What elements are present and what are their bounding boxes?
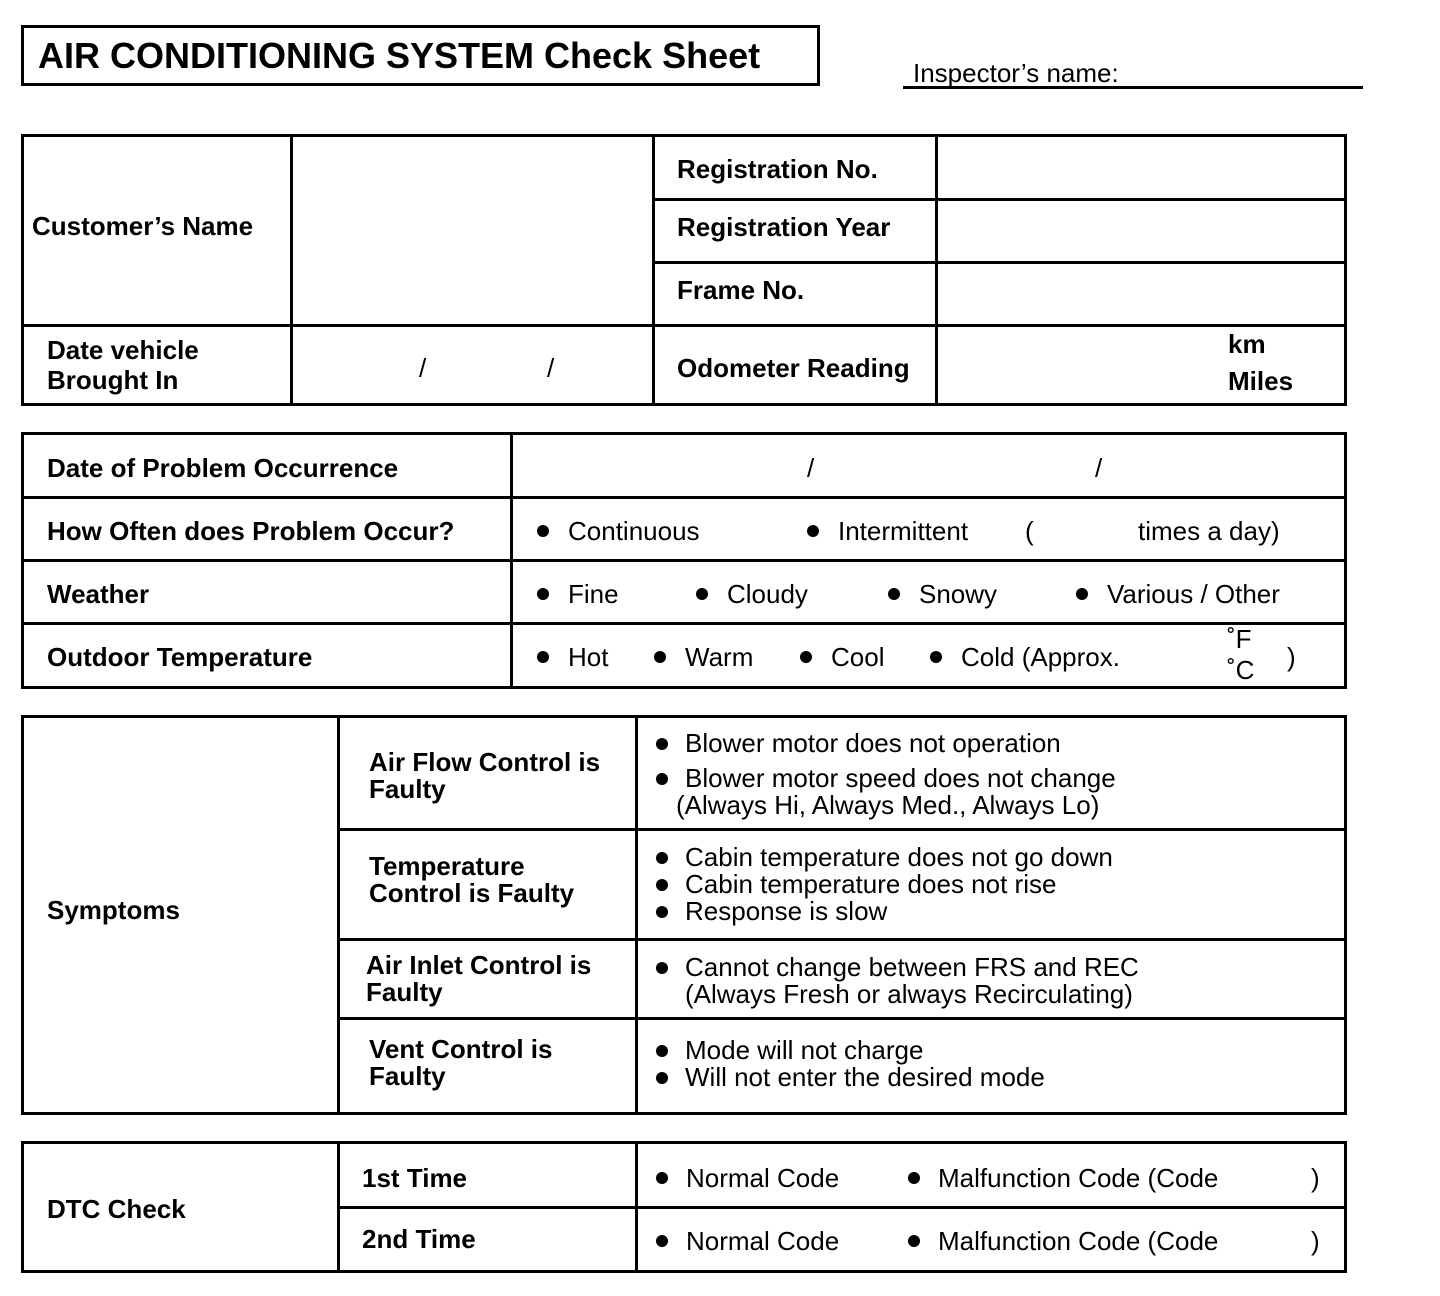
unit-km: km — [1228, 329, 1266, 359]
registration-year-label: Registration Year — [677, 212, 891, 242]
symptom-category: Air Flow Control is — [369, 747, 601, 777]
odometer-label: Odometer Reading — [677, 353, 910, 383]
unit-fahrenheit: ˚F — [1227, 624, 1252, 654]
divider — [24, 559, 1344, 562]
symptom-category: Air Inlet Control is — [366, 950, 592, 980]
customer-name-label: Customer’s Name — [32, 211, 254, 241]
bullet-icon — [656, 1045, 668, 1057]
divider — [652, 261, 1344, 264]
close-paren: ) — [1311, 1163, 1320, 1193]
divider — [652, 137, 655, 403]
divider — [24, 324, 1344, 327]
bullet-icon — [696, 588, 708, 600]
date-separator: / — [419, 353, 427, 383]
date-separator: / — [547, 353, 555, 383]
symptom-item[interactable]: Cabin temperature does not go down — [685, 842, 1113, 872]
bullet-icon — [1076, 588, 1088, 600]
option-continuous[interactable]: Continuous — [568, 516, 700, 546]
how-often-label: How Often does Problem Occur? — [47, 516, 455, 546]
bullet-icon — [656, 906, 668, 918]
symptom-item[interactable]: Blower motor speed does not change — [685, 763, 1116, 793]
dtc-normal-code[interactable]: Normal Code — [686, 1163, 840, 1193]
symptom-category: Control is Faulty — [369, 878, 575, 908]
dtc-malfunction-code[interactable]: Malfunction Code (Code — [938, 1163, 1219, 1193]
temp-cool[interactable]: Cool — [831, 642, 885, 672]
temp-cold[interactable]: Cold (Approx. — [961, 642, 1120, 672]
divider — [337, 718, 340, 1112]
symptom-item[interactable]: Blower motor does not operation — [685, 728, 1061, 758]
weather-snowy[interactable]: Snowy — [919, 579, 998, 609]
dtc-time-label: 2nd Time — [362, 1224, 476, 1254]
symptom-item[interactable]: Will not enter the desired mode — [685, 1062, 1045, 1092]
symptom-category: Vent Control is — [369, 1034, 553, 1064]
times-open-paren: ( — [1025, 516, 1034, 546]
symptoms-table — [21, 715, 1347, 1115]
inspector-name-field[interactable] — [903, 56, 1363, 89]
page-title: AIR CONDITIONING SYSTEM Check Sheet — [21, 25, 820, 86]
date-brought-in-label-line1: Date vehicle — [47, 335, 199, 365]
symptom-category: Faulty — [369, 1061, 446, 1091]
bullet-icon — [656, 879, 668, 891]
bullet-icon — [807, 525, 819, 537]
bullet-icon — [656, 1072, 668, 1084]
frame-no-label: Frame No. — [677, 275, 805, 305]
symptom-item[interactable]: Response is slow — [685, 896, 888, 926]
symptom-note: (Always Fresh or always Recirculating) — [685, 979, 1133, 1009]
date-separator: / — [807, 453, 815, 483]
symptom-item[interactable]: Cabin temperature does not rise — [685, 869, 1057, 899]
divider — [24, 496, 1344, 499]
temp-hot[interactable]: Hot — [568, 642, 609, 672]
bullet-icon — [908, 1172, 920, 1184]
dtc-malfunction-code[interactable]: Malfunction Code (Code — [938, 1226, 1219, 1256]
symptom-category: Faulty — [366, 977, 443, 1007]
divider — [337, 1206, 1344, 1209]
weather-various-other[interactable]: Various / Other — [1107, 579, 1280, 609]
registration-no-label: Registration No. — [677, 154, 878, 184]
unit-miles: Miles — [1228, 366, 1294, 396]
date-brought-in-label-line2: Brought In — [47, 365, 179, 395]
symptom-category: Faulty — [369, 774, 446, 804]
divider — [290, 137, 293, 403]
symptom-item[interactable]: Cannot change between FRS and REC — [685, 952, 1139, 982]
vehicle-info-table — [21, 134, 1347, 406]
close-paren: ) — [1311, 1226, 1320, 1256]
bullet-icon — [656, 962, 668, 974]
divider — [337, 1017, 1344, 1020]
outdoor-temp-label: Outdoor Temperature — [47, 642, 313, 672]
bullet-icon — [800, 651, 812, 663]
bullet-icon — [537, 525, 549, 537]
bullet-icon — [656, 738, 668, 750]
inspector-name-label: Inspector’s name: — [913, 58, 1119, 88]
bullet-icon — [656, 773, 668, 785]
bullet-icon — [908, 1235, 920, 1247]
problem-conditions-table — [21, 432, 1347, 689]
bullet-icon — [656, 1172, 668, 1184]
bullet-icon — [930, 651, 942, 663]
weather-label: Weather — [47, 579, 150, 609]
bullet-icon — [656, 1235, 668, 1247]
bullet-icon — [656, 852, 668, 864]
divider — [935, 137, 938, 403]
symptom-note: (Always Hi, Always Med., Always Lo) — [676, 790, 1100, 820]
close-paren: ) — [1287, 642, 1296, 672]
divider — [337, 938, 1344, 941]
divider — [652, 198, 1344, 201]
times-a-day: times a day) — [1138, 516, 1280, 546]
divider — [635, 718, 638, 1112]
unit-celsius: ˚C — [1227, 655, 1255, 685]
weather-fine[interactable]: Fine — [568, 579, 619, 609]
dtc-normal-code[interactable]: Normal Code — [686, 1226, 840, 1256]
bullet-icon — [888, 588, 900, 600]
symptom-item[interactable]: Mode will not charge — [685, 1035, 924, 1065]
divider — [24, 622, 1344, 625]
dtc-check-table — [21, 1141, 1347, 1273]
bullet-icon — [654, 651, 666, 663]
date-problem-label: Date of Problem Occurrence — [47, 453, 399, 483]
bullet-icon — [537, 588, 549, 600]
symptom-category: Temperature — [369, 851, 525, 881]
dtc-time-label: 1st Time — [362, 1163, 468, 1193]
temp-warm[interactable]: Warm — [685, 642, 754, 672]
weather-cloudy[interactable]: Cloudy — [727, 579, 808, 609]
date-separator: / — [1095, 453, 1103, 483]
option-intermittent[interactable]: Intermittent — [838, 516, 969, 546]
divider — [337, 828, 1344, 831]
bullet-icon — [537, 651, 549, 663]
dtc-check-label: DTC Check — [47, 1194, 186, 1224]
symptoms-label: Symptoms — [47, 895, 180, 925]
